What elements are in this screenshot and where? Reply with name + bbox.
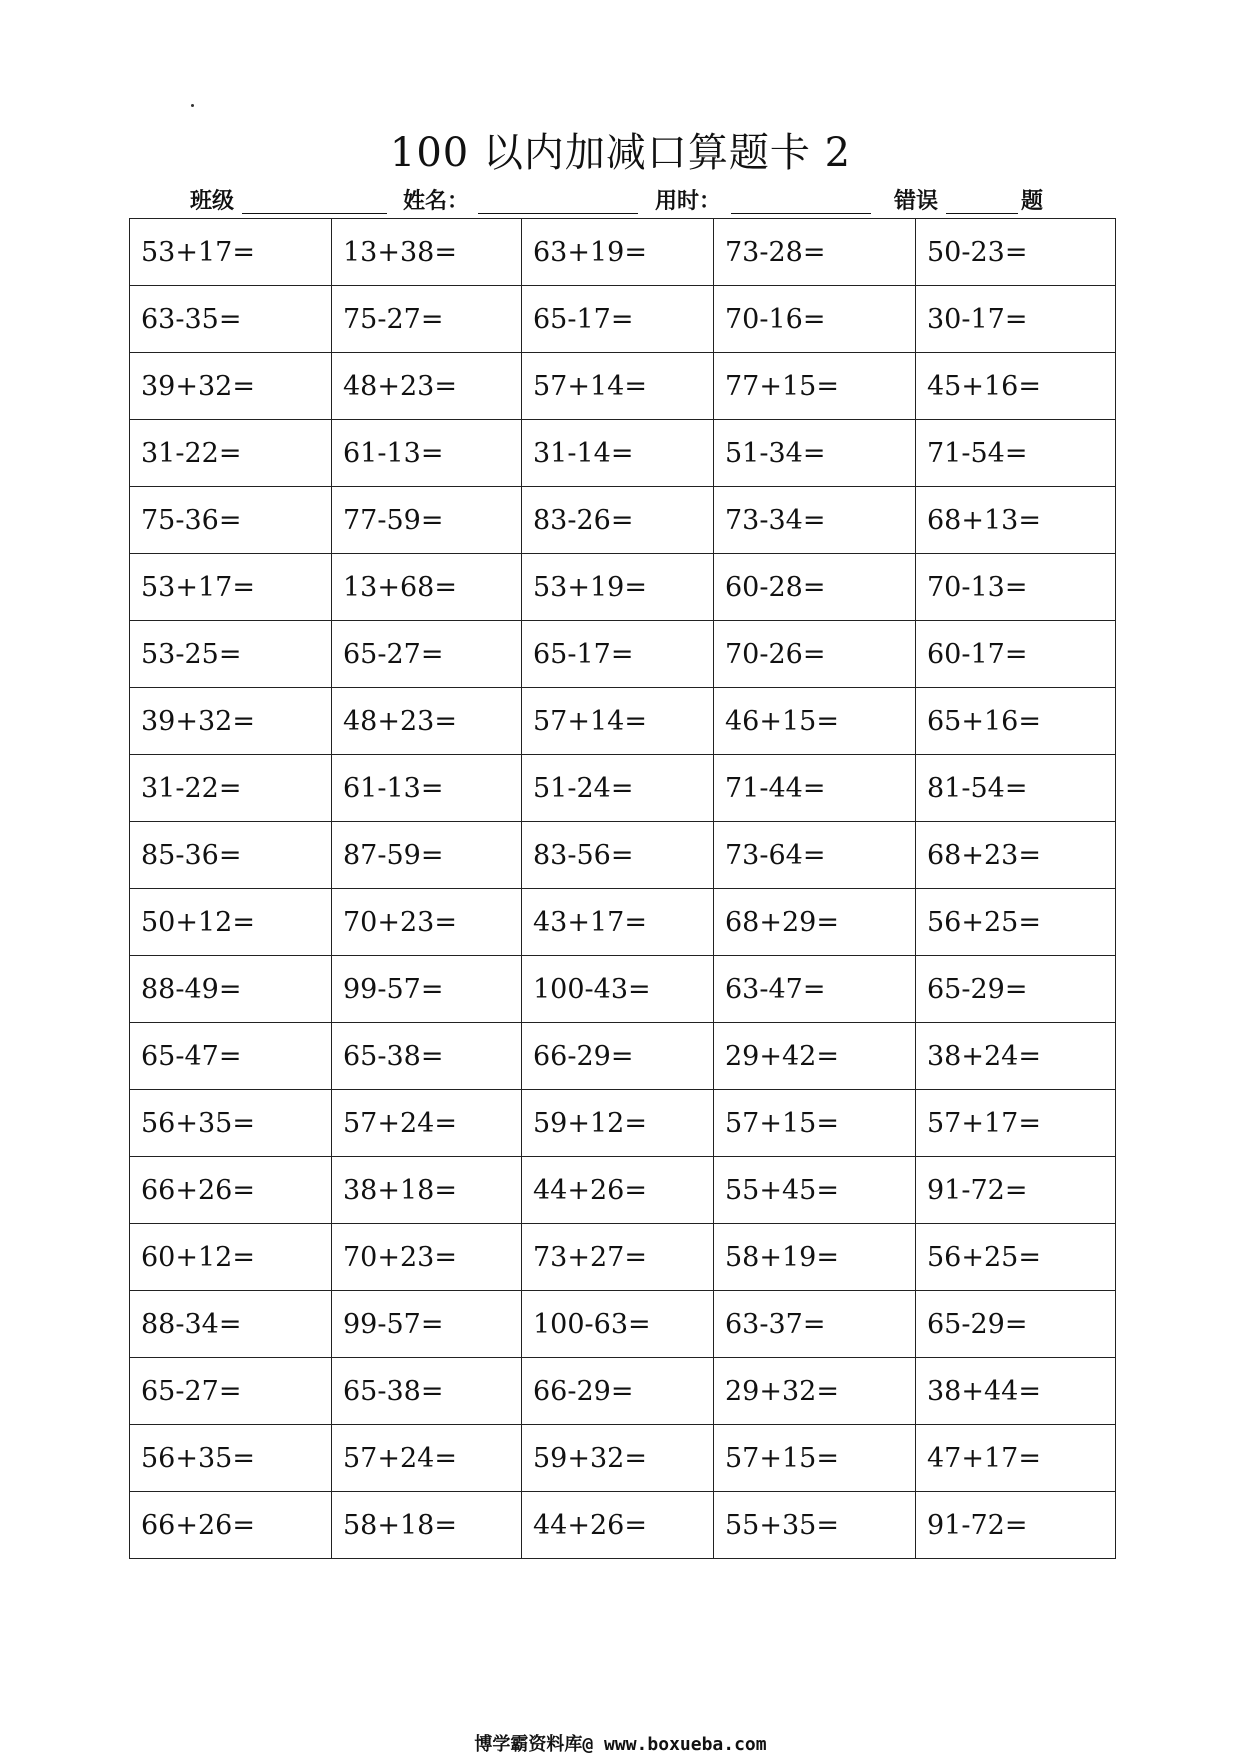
- problem-cell: 39+32=: [130, 688, 332, 755]
- errors-suffix: 题: [1021, 189, 1044, 214]
- problem-cell: 29+42=: [714, 1023, 916, 1090]
- table-row: [130, 956, 1116, 1023]
- table-row: [130, 755, 1116, 822]
- problem-cell: 66-29=: [522, 1358, 714, 1425]
- problem-cell: 77+15=: [714, 353, 916, 420]
- table-row: [130, 1358, 1116, 1425]
- page-title: 100 以内加减口算题卡 2: [389, 130, 852, 176]
- problem-cell: 57+17=: [916, 1090, 1116, 1157]
- problem-cell: 51-34=: [714, 420, 916, 487]
- problem-cell: 99-57=: [332, 1291, 522, 1358]
- problem-cell: 58+18=: [332, 1492, 522, 1559]
- problem-cell: 60+12=: [130, 1224, 332, 1291]
- problem-cell: 65-29=: [916, 1291, 1116, 1358]
- table-row: [130, 1023, 1116, 1090]
- footer-watermark: 博学霸资料库@ www.boxueba.com: [474, 1734, 767, 1755]
- problem-cell: 44+26=: [522, 1492, 714, 1559]
- problem-cell: 13+68=: [332, 554, 522, 621]
- problem-cell: 56+35=: [130, 1090, 332, 1157]
- problem-cell: 73-64=: [714, 822, 916, 889]
- problem-cell: 59+32=: [522, 1425, 714, 1492]
- table-row: [130, 1425, 1116, 1492]
- problem-cell: 71-44=: [714, 755, 916, 822]
- problem-cell: 87-59=: [332, 822, 522, 889]
- problem-cell: 53+17=: [130, 219, 332, 286]
- problem-cell: 58+19=: [714, 1224, 916, 1291]
- problem-cell: 56+35=: [130, 1425, 332, 1492]
- problem-cell: 56+25=: [916, 1224, 1116, 1291]
- table-row: [130, 688, 1116, 755]
- problem-cell: 70+23=: [332, 889, 522, 956]
- problem-cell: 68+13=: [916, 487, 1116, 554]
- problem-cell: 45+16=: [916, 353, 1116, 420]
- problem-cell: 57+14=: [522, 353, 714, 420]
- time-label: 用时：: [655, 189, 722, 214]
- stray-dot: [191, 104, 194, 107]
- problem-cell: 88-49=: [130, 956, 332, 1023]
- table-row: [130, 219, 1116, 286]
- table-row: [130, 420, 1116, 487]
- problem-cell: 63-37=: [714, 1291, 916, 1358]
- table-row: [130, 822, 1116, 889]
- problem-cell: 71-54=: [916, 420, 1116, 487]
- problem-cell: 57+14=: [522, 688, 714, 755]
- problem-cell: 46+15=: [714, 688, 916, 755]
- problem-cell: 65-47=: [130, 1023, 332, 1090]
- problem-cell: 70-26=: [714, 621, 916, 688]
- table-row: [130, 554, 1116, 621]
- table-row: [130, 621, 1116, 688]
- table-row: [130, 1090, 1116, 1157]
- problem-cell: 100-63=: [522, 1291, 714, 1358]
- problem-cell: 53+19=: [522, 554, 714, 621]
- problem-cell: 61-13=: [332, 420, 522, 487]
- problem-cell: 61-13=: [332, 755, 522, 822]
- problem-cell: 57+15=: [714, 1425, 916, 1492]
- problem-grid: [129, 218, 1116, 1559]
- problem-cell: 77-59=: [332, 487, 522, 554]
- table-row: [130, 889, 1116, 956]
- problem-cell: 66+26=: [130, 1492, 332, 1559]
- problem-cell: 13+38=: [332, 219, 522, 286]
- problem-cell: 56+25=: [916, 889, 1116, 956]
- table-row: [130, 1224, 1116, 1291]
- problem-cell: 38+24=: [916, 1023, 1116, 1090]
- problem-cell: 81-54=: [916, 755, 1116, 822]
- name-label: 姓名：: [403, 189, 470, 214]
- problem-cell: 73+27=: [522, 1224, 714, 1291]
- time-blank[interactable]: [731, 189, 871, 214]
- problem-cell: 63-35=: [130, 286, 332, 353]
- problem-cell: 48+23=: [332, 688, 522, 755]
- problem-cell: 65-27=: [332, 621, 522, 688]
- problem-cell: 60-28=: [714, 554, 916, 621]
- problem-cell: 44+26=: [522, 1157, 714, 1224]
- problem-cell: 100-43=: [522, 956, 714, 1023]
- problem-cell: 99-57=: [332, 956, 522, 1023]
- problem-cell: 75-36=: [130, 487, 332, 554]
- errors-label: 错误: [894, 189, 939, 214]
- problem-cell: 85-36=: [130, 822, 332, 889]
- problem-cell: 88-34=: [130, 1291, 332, 1358]
- problem-cell: 47+17=: [916, 1425, 1116, 1492]
- problem-cell: 68+23=: [916, 822, 1116, 889]
- problem-cell: 31-22=: [130, 420, 332, 487]
- problem-cell: 63-47=: [714, 956, 916, 1023]
- problem-cell: 63+19=: [522, 219, 714, 286]
- problem-cell: 66-29=: [522, 1023, 714, 1090]
- problem-cell: 66+26=: [130, 1157, 332, 1224]
- problem-cell: 57+24=: [332, 1425, 522, 1492]
- problem-cell: 48+23=: [332, 353, 522, 420]
- problem-cell: 31-14=: [522, 420, 714, 487]
- problem-cell: 43+17=: [522, 889, 714, 956]
- problem-cell: 65-27=: [130, 1358, 332, 1425]
- errors-blank[interactable]: [946, 189, 1018, 214]
- problem-cell: 91-72=: [916, 1492, 1116, 1559]
- problem-cell: 53+17=: [130, 554, 332, 621]
- table-row: [130, 1291, 1116, 1358]
- problem-cell: 73-28=: [714, 219, 916, 286]
- problem-cell: 53-25=: [130, 621, 332, 688]
- problem-cell: 31-22=: [130, 755, 332, 822]
- problem-cell: 59+12=: [522, 1090, 714, 1157]
- problem-cell: 30-17=: [916, 286, 1116, 353]
- problem-cell: 65-17=: [522, 286, 714, 353]
- problem-cell: 38+44=: [916, 1358, 1116, 1425]
- problem-cell: 60-17=: [916, 621, 1116, 688]
- problem-cell: 83-56=: [522, 822, 714, 889]
- name-blank[interactable]: [478, 189, 638, 214]
- problem-cell: 91-72=: [916, 1157, 1116, 1224]
- problem-cell: 65-38=: [332, 1023, 522, 1090]
- problem-cell: 57+15=: [714, 1090, 916, 1157]
- problem-cell: 65-29=: [916, 956, 1116, 1023]
- problem-cell: 70-13=: [916, 554, 1116, 621]
- problem-cell: 75-27=: [332, 286, 522, 353]
- problem-cell: 65+16=: [916, 688, 1116, 755]
- problem-cell: 65-17=: [522, 621, 714, 688]
- table-row: [130, 1157, 1116, 1224]
- class-label: 班级: [190, 189, 235, 214]
- problem-cell: 83-26=: [522, 487, 714, 554]
- problem-cell: 68+29=: [714, 889, 916, 956]
- table-row: [130, 286, 1116, 353]
- problem-cell: 50-23=: [916, 219, 1116, 286]
- table-row: [130, 353, 1116, 420]
- problem-cell: 70-16=: [714, 286, 916, 353]
- problem-cell: 65-38=: [332, 1358, 522, 1425]
- problem-cell: 39+32=: [130, 353, 332, 420]
- table-row: [130, 1492, 1116, 1559]
- class-blank[interactable]: [242, 189, 387, 214]
- problem-cell: 50+12=: [130, 889, 332, 956]
- problem-cell: 38+18=: [332, 1157, 522, 1224]
- problem-cell: 55+45=: [714, 1157, 916, 1224]
- problem-cell: 73-34=: [714, 487, 916, 554]
- problem-cell: 70+23=: [332, 1224, 522, 1291]
- problem-cell: 29+32=: [714, 1358, 916, 1425]
- problem-cell: 51-24=: [522, 755, 714, 822]
- problem-cell: 57+24=: [332, 1090, 522, 1157]
- table-row: [130, 487, 1116, 554]
- problem-cell: 55+35=: [714, 1492, 916, 1559]
